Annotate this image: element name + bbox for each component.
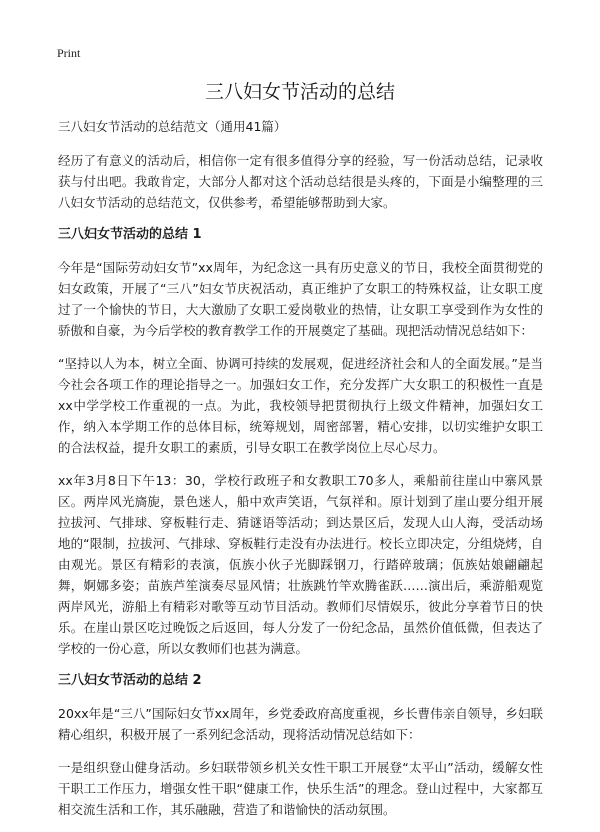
section-2-paragraph-2: 一是组织登山健身活动。乡妇联带领乡机关女性干职工开展登“太平山”活动，缓解女性干职工工作压力，增强女性干职“健康工作，快乐生活”的理念。登山过程中，大家都互相交流生活和工作，其乐融融，营造了和谐愉快的活动氛围。 bbox=[58, 760, 543, 817]
document-subtitle: 三八妇女节活动的总结范文（通用41篇） bbox=[58, 119, 287, 134]
section-2-paragraph-1: 20xx年是“三八”国际妇女节xx周年，乡党委政府高度重视，乡长曹伟亲自领导，乡妇联精心组织，积极开展了一系列纪念活动，现将活动情况总结如下： bbox=[58, 706, 543, 742]
page-title: 三八妇女节活动的总结 bbox=[204, 81, 395, 103]
section-2-heading: 三八妇女节活动的总结 2 bbox=[58, 673, 202, 688]
section-1-paragraph-1: 今年是“国际劳动妇女节”xx周年，为纪念这一具有历史意义的节日，我校全面贯彻党的妇女政策，开展了“三八”妇女节庆祝活动，真正维护了女职工的特殊权益，让女职工度过了一个愉快的节日，大大激励了女职工爱岗敬业的热情，让女职工享受到作为女性的骄傲和自豪，为今后学校的教育教学工作的开展奠定了基础。现把活动情况总结如下： bbox=[58, 260, 543, 338]
document-body bbox=[58, 118, 543, 832]
intro-paragraph: 经历了有意义的活动后，相信你一定有很多值得分享的经验，写一份活动总结，记录收获与付出吧。我敢肯定，大部分人都对这个活动总结很是头疼的，下面是小编整理的三八妇女节活动的总结范文，仅供参考，希望能够帮助到大家。 bbox=[58, 153, 543, 210]
section-1-paragraph-2: “坚持以人为本，树立全面、协调可持续的发展观，促进经济社会和人的全面发展。”是当今社会各项工作的理论指导之一。加强妇女工作，充分发挥广大女职工的积极性一直是xx中学学校工作重视的一点。为此，我校领导把贯彻执行上级文件精神，加强妇女工作，纳入本学期工作的总体目标，统筹规划，周密部署，精心安排，以切实维护女职工的合法权益，提升女职工的素质，引导女职工在教学岗位上尽心尽力。 bbox=[58, 356, 543, 455]
section-1-heading: 三八妇女节活动的总结 1 bbox=[58, 227, 202, 242]
section-1-paragraph-3: xx年3月8日下午13：30，学校行政班子和女教职工70多人，乘船前往崖山中寨风景区。两岸风光旖旎，景色迷人，船中欢声笑语，气氛祥和。原计划到了崖山要分组开展拉拔河、气排球、穿板鞋行走、猜谜语等活动；到达景区后，发现人山人海，受活动场地的“限制，拉拔河、气排球、穿板鞋行走没有办法进行。校长立即决定，分组烧烤，自由观光。景区有精彩的表演，佤族小伙子光脚踩钢刀，行踏碎玻璃；佤族姑娘翩翩起舞，婀娜多姿；苗族芦笙演奏尽显风情；壮族跳竹竿欢腾雀跃……演出后，乘游船观览两岸风光，游船上有精彩对歌等互动节目活动。教师们尽情娱乐，彼此分享着节日的快乐。在崖山景区吃过晚饭之后返回，每人分发了一份纪念品，虽然价值低微，但表达了学校的一份心意，所以女教师们也甚为满意。 bbox=[58, 473, 543, 656]
print-label: Print bbox=[57, 46, 81, 60]
